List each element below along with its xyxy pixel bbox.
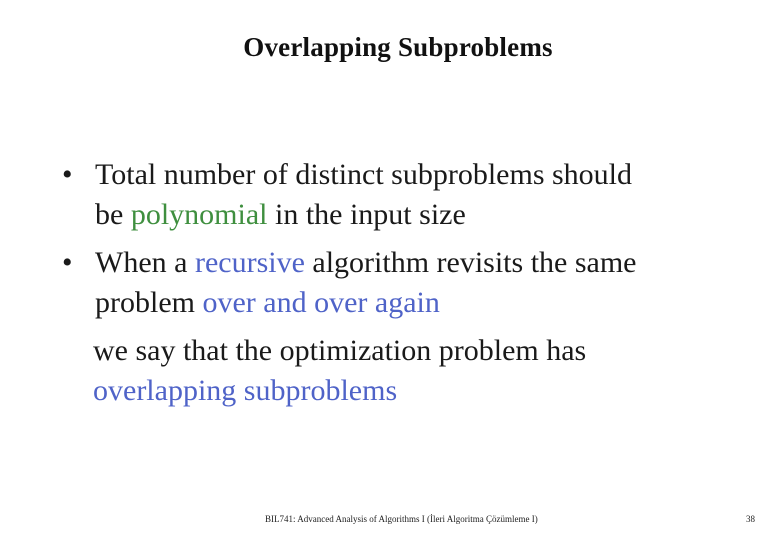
bullet-2-line-1-prefix: When a xyxy=(95,246,195,279)
bullet-2-line-2-prefix: problem xyxy=(95,286,203,319)
over-and-over-highlight: over and over again xyxy=(202,286,440,319)
bullet-item-2 xyxy=(60,243,750,323)
bullet-1-line-2-suffix: in the input size xyxy=(267,198,466,231)
bullet-item-1 xyxy=(60,155,750,235)
course-footer-text: BIL741: Advanced Analysis of Algorithms I (İleri Algoritma Çözümleme I) xyxy=(265,514,538,524)
overlapping-subproblems-highlight: overlapping subproblems xyxy=(93,374,398,407)
bullet-2-line-1 xyxy=(95,243,750,283)
bullet-2-line-1-suffix: algorithm revisits the same xyxy=(304,246,637,279)
bullet-1-line-2-prefix: be xyxy=(95,198,131,231)
continuation-text xyxy=(60,331,750,411)
slide-title: Overlapping Subproblems xyxy=(243,32,553,62)
page-number: 38 xyxy=(746,514,755,524)
bullet-text-1 xyxy=(95,155,750,235)
continuation-line-1: we say that the optimization problem has xyxy=(93,334,587,367)
bullet-1-line-1: Total number of distinct subproblems should xyxy=(95,158,633,191)
bullet-1-line-2 xyxy=(95,195,750,235)
polynomial-highlight: polynomial xyxy=(130,198,268,231)
slide-content xyxy=(60,155,750,411)
bullet-marker: • xyxy=(62,158,73,191)
bullet-2-line-2 xyxy=(95,283,750,323)
bullet-text-2 xyxy=(95,243,750,323)
bullet-marker: • xyxy=(62,246,73,279)
recursive-highlight: recursive xyxy=(194,246,305,279)
